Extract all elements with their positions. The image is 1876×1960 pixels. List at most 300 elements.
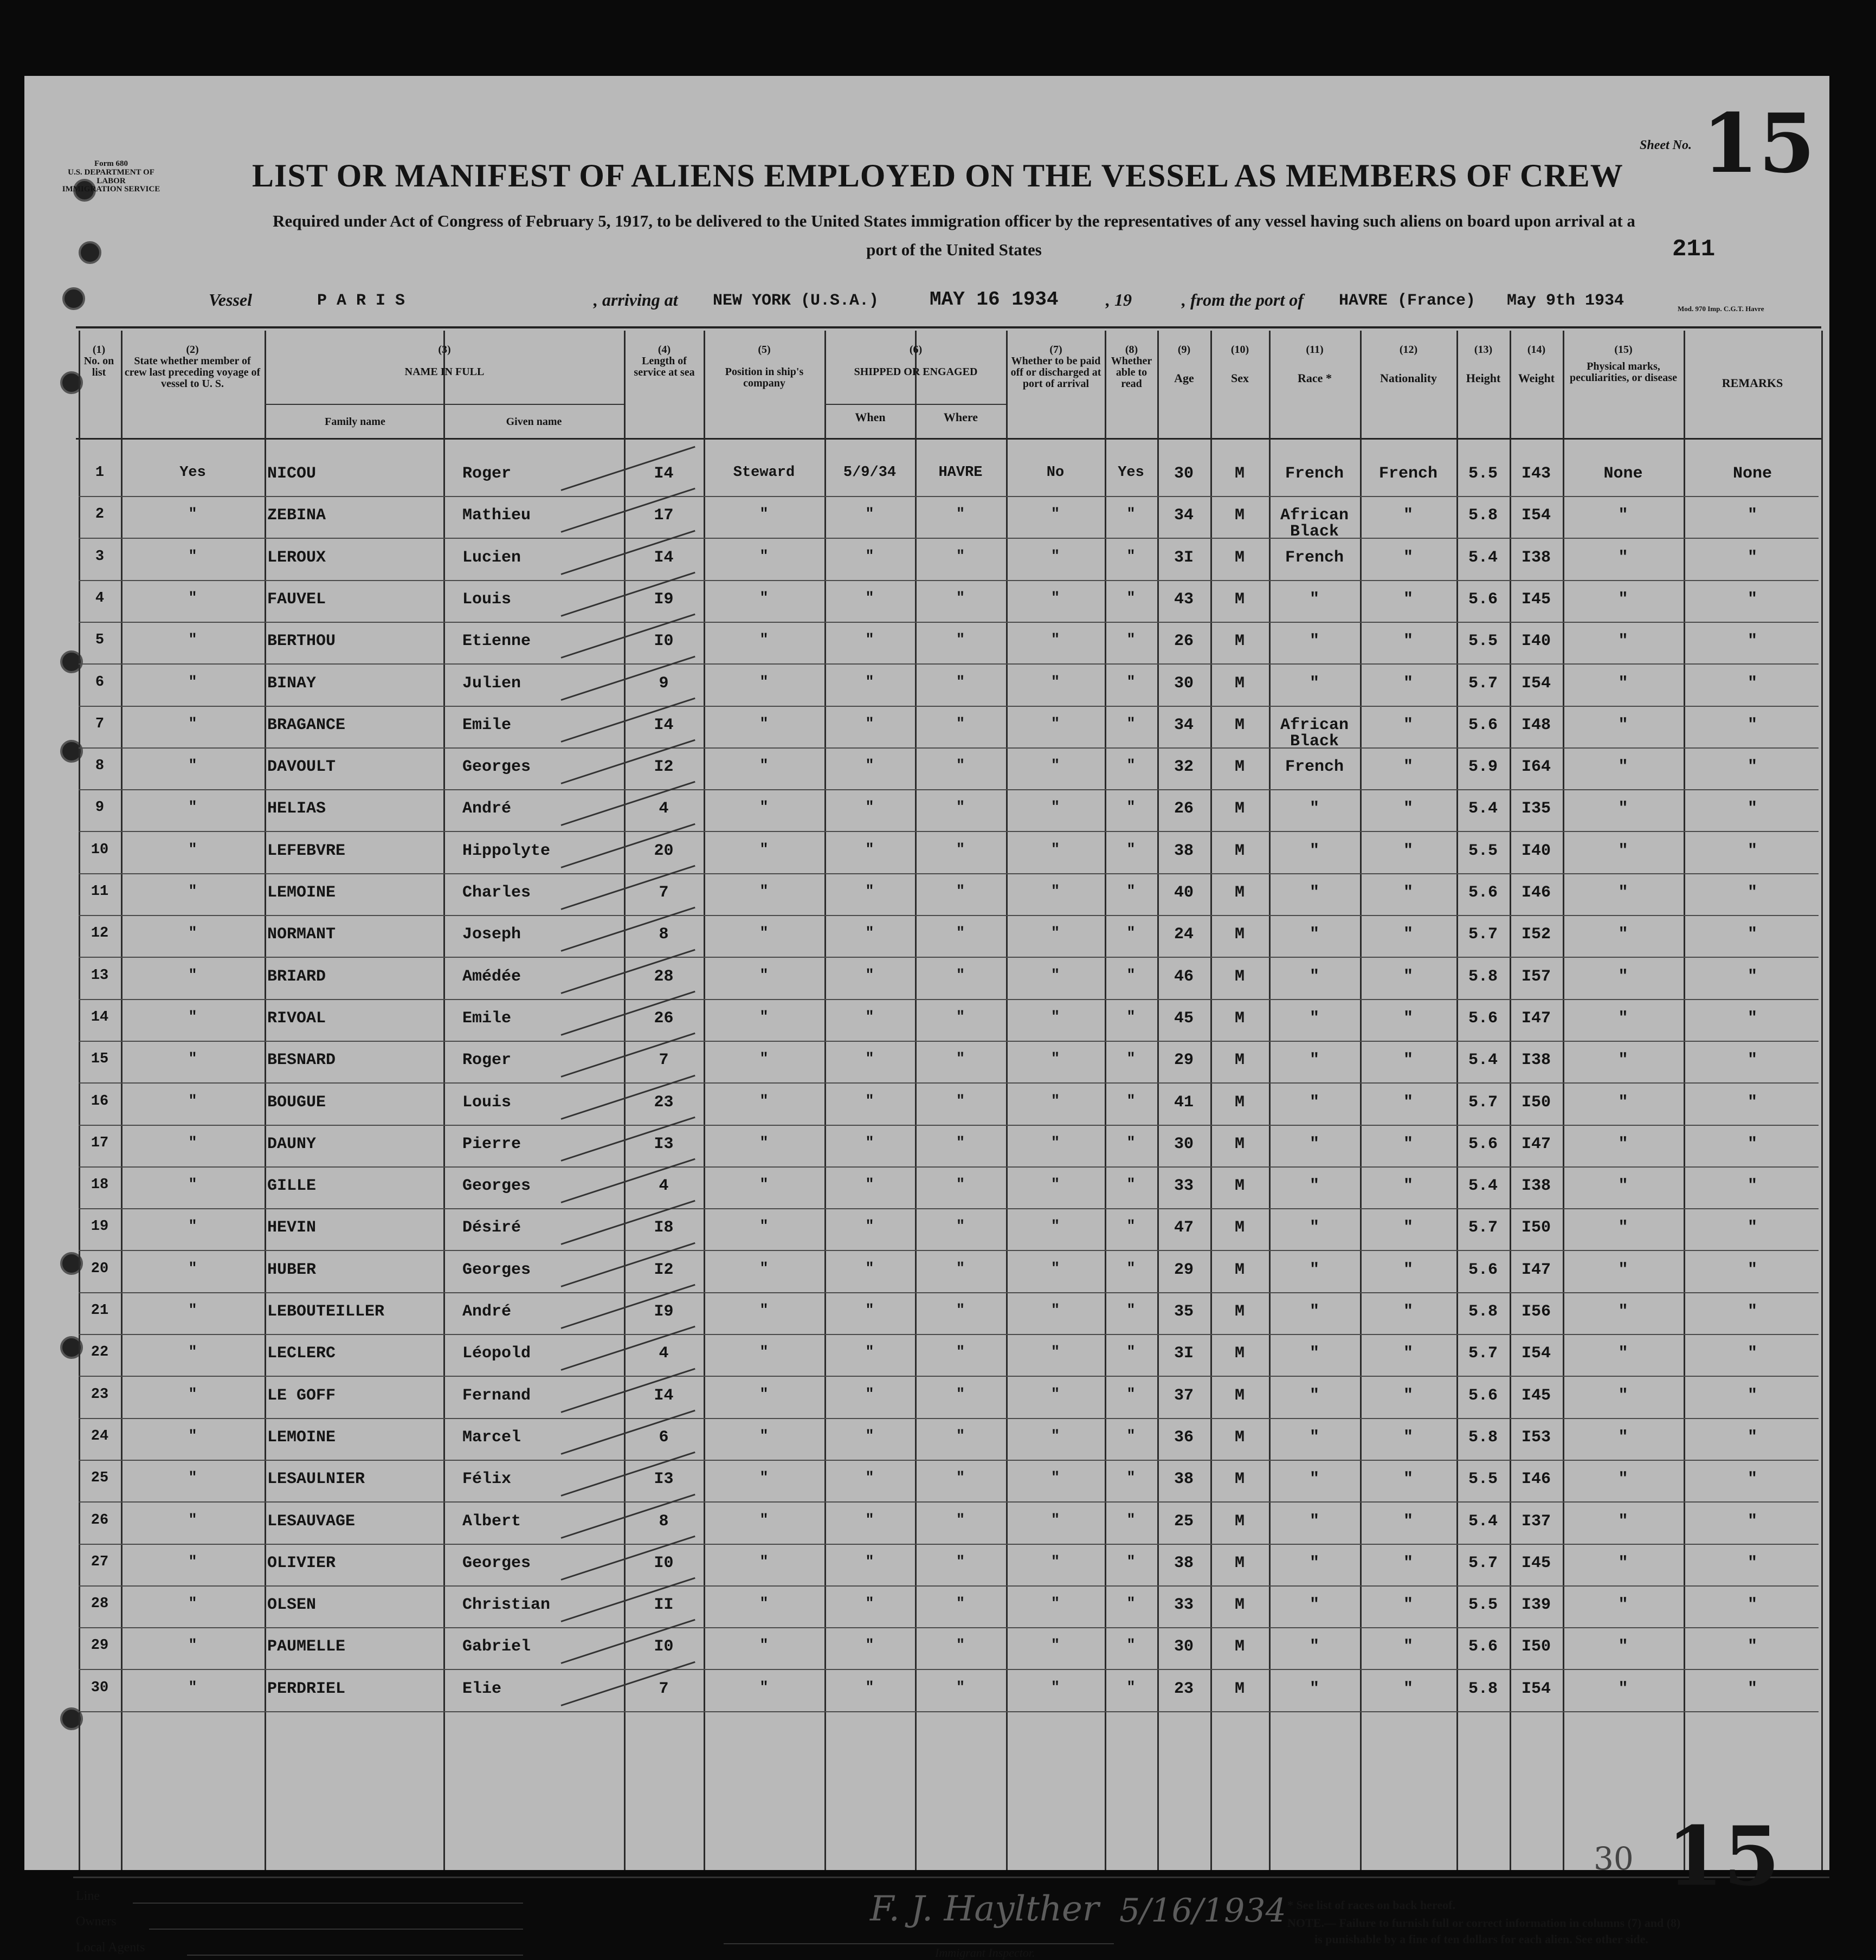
col-shipped-header: (6) SHIPPED OR ENGAGED — [854, 344, 978, 378]
cell-nationality: " — [1403, 1303, 1413, 1321]
cell-given: Félix — [462, 1470, 512, 1489]
cell-state: " — [188, 506, 197, 523]
cell-given: Mathieu — [462, 506, 531, 525]
cell-weight: I45 — [1521, 1553, 1551, 1572]
cell-remarks: " — [1747, 632, 1757, 651]
cell-where: " — [956, 1512, 965, 1529]
cell-sex: M — [1234, 800, 1245, 818]
cell-race: African — [1280, 506, 1349, 525]
row-rule — [79, 1544, 1819, 1545]
cell-age: 38 — [1174, 841, 1194, 860]
cell-nationality: " — [1403, 548, 1413, 567]
cell-weight: I64 — [1521, 758, 1551, 777]
cell-remarks: " — [1747, 1428, 1757, 1447]
cell-remarks: " — [1747, 1344, 1757, 1363]
cell-race: " — [1309, 1470, 1319, 1489]
cell-where: " — [956, 1260, 965, 1277]
cell-position: " — [759, 632, 769, 649]
cell-marks: " — [1618, 1093, 1628, 1112]
cell-race: " — [1309, 1512, 1319, 1531]
cell-weight: I43 — [1521, 465, 1551, 483]
cell-where: " — [956, 800, 965, 816]
cell-paid: " — [1050, 1512, 1060, 1529]
cell-weight: I46 — [1521, 884, 1551, 902]
cell-no: 19 — [91, 1218, 109, 1235]
col-remarks-header: REMARKS — [1722, 376, 1783, 390]
cell-paid: " — [1050, 1051, 1060, 1068]
row-rule — [79, 538, 1819, 539]
subheader-rule — [824, 404, 1006, 405]
cell-length: 4 — [659, 1344, 669, 1363]
cell-nationality: " — [1403, 1428, 1413, 1447]
cell-state: Yes — [179, 465, 206, 481]
cell-length: 4 — [659, 800, 669, 818]
cell-when: " — [865, 967, 874, 984]
cell-nationality: " — [1403, 1051, 1413, 1070]
cell-marks: " — [1618, 1303, 1628, 1321]
cell-remarks: " — [1747, 925, 1757, 944]
cell-sex: M — [1234, 632, 1245, 651]
cell-position: " — [759, 967, 769, 984]
table-top-rule — [76, 326, 1821, 328]
cell-sex: M — [1234, 925, 1245, 944]
cell-given: Albert — [462, 1512, 521, 1531]
row-rule — [79, 622, 1819, 623]
cell-family: GILLE — [267, 1177, 317, 1196]
cell-no: 29 — [91, 1637, 109, 1654]
cell-nationality: " — [1403, 884, 1413, 902]
cell-when: " — [865, 1637, 874, 1654]
cell-when: " — [865, 1553, 874, 1570]
cell-given: Louis — [462, 590, 512, 609]
cell-length: 4 — [659, 1177, 669, 1196]
cell-weight: I47 — [1521, 1009, 1551, 1028]
cell-when: " — [865, 1303, 874, 1319]
cell-remarks: " — [1747, 1553, 1757, 1572]
cell-race: " — [1309, 632, 1319, 651]
cell-race: " — [1309, 925, 1319, 944]
cell-given: Georges — [462, 1177, 531, 1196]
cell-sex: M — [1234, 1344, 1245, 1363]
cell-family: ZEBINA — [267, 506, 326, 525]
cell-given: Gabriel — [462, 1637, 531, 1656]
cell-nationality: " — [1403, 1470, 1413, 1489]
cell-marks: " — [1618, 715, 1628, 734]
cell-state: " — [188, 1134, 197, 1151]
cell-length: 28 — [654, 967, 674, 986]
cell-when: " — [865, 1218, 874, 1235]
cell-read: " — [1126, 1218, 1136, 1235]
cell-given: Etienne — [462, 632, 531, 651]
cell-height: 5.7 — [1468, 1553, 1498, 1572]
row-rule — [79, 1208, 1819, 1209]
cell-age: 45 — [1174, 1009, 1194, 1028]
cell-remarks: " — [1747, 1177, 1757, 1196]
cell-family: BRAGANCE — [267, 715, 346, 734]
cell-when: " — [865, 841, 874, 858]
cell-read: " — [1126, 1260, 1136, 1277]
cell-sex: M — [1234, 465, 1245, 483]
cell-where: " — [956, 715, 965, 732]
cell-marks: " — [1618, 1134, 1628, 1153]
cell-height: 5.7 — [1468, 1093, 1498, 1112]
cell-where: " — [956, 1470, 965, 1487]
cell-marks: " — [1618, 590, 1628, 609]
cell-no: 3 — [95, 548, 105, 565]
cell-age: 32 — [1174, 758, 1194, 777]
cell-sex: M — [1234, 1679, 1245, 1698]
cell-no: 22 — [91, 1344, 109, 1361]
cell-height: 5.7 — [1468, 1344, 1498, 1363]
cell-paid: " — [1050, 590, 1060, 607]
cell-state: " — [188, 1596, 197, 1613]
header-bottom-rule — [76, 438, 1821, 440]
cell-remarks: " — [1747, 506, 1757, 525]
cell-position: " — [759, 1134, 769, 1151]
cell-weight: I39 — [1521, 1596, 1551, 1615]
cell-read: " — [1126, 548, 1136, 565]
cell-state: " — [188, 967, 197, 984]
row-rule — [79, 999, 1819, 1000]
cell-family: BRIARD — [267, 967, 326, 986]
agents-rule — [187, 1955, 523, 1956]
cell-race: " — [1309, 1260, 1319, 1279]
cell-sex: M — [1234, 506, 1245, 525]
manifest-sheet — [24, 76, 1829, 1959]
cell-race-line2: Black — [1290, 732, 1339, 751]
cell-height: 5.6 — [1468, 590, 1498, 609]
subheader-rule — [265, 404, 624, 405]
cell-nationality: " — [1403, 506, 1413, 525]
cell-read: " — [1126, 1637, 1136, 1654]
cell-state: " — [188, 1303, 197, 1319]
row-rule — [79, 1711, 1819, 1712]
departure-date: May 9th 1934 — [1507, 292, 1624, 310]
cell-paid: " — [1050, 1386, 1060, 1403]
cell-position: " — [759, 800, 769, 816]
cell-height: 5.5 — [1468, 841, 1498, 860]
cell-length: 7 — [659, 1679, 669, 1698]
cell-remarks: " — [1747, 715, 1757, 734]
cell-where: " — [956, 1303, 965, 1319]
cell-age: 47 — [1174, 1218, 1194, 1237]
cell-marks: " — [1618, 1470, 1628, 1489]
cell-length: I4 — [654, 715, 674, 734]
cell-where: " — [956, 1134, 965, 1151]
cell-where: " — [956, 925, 965, 942]
row-rule — [79, 915, 1819, 916]
cell-no: 11 — [91, 884, 109, 900]
cell-family: PAUMELLE — [267, 1637, 346, 1656]
cell-weight: I40 — [1521, 632, 1551, 651]
cell-read: " — [1126, 1512, 1136, 1529]
cell-marks: " — [1618, 841, 1628, 860]
cell-state: " — [188, 758, 197, 775]
cell-marks: " — [1618, 800, 1628, 818]
cell-remarks: " — [1747, 590, 1757, 609]
cell-read: " — [1126, 925, 1136, 942]
cell-state: " — [188, 1386, 197, 1403]
cell-when: 5/9/34 — [843, 465, 897, 481]
cell-where: " — [956, 884, 965, 900]
cell-when: " — [865, 1093, 874, 1110]
cell-state: " — [188, 800, 197, 816]
row-rule — [79, 1460, 1819, 1461]
cell-height: 5.8 — [1468, 1428, 1498, 1447]
cell-remarks: " — [1747, 1134, 1757, 1153]
arriving-label: , arriving at — [594, 290, 678, 310]
cell-age: 41 — [1174, 1093, 1194, 1112]
cell-nationality: French — [1378, 465, 1438, 483]
cell-read: " — [1126, 841, 1136, 858]
cell-position: " — [759, 1470, 769, 1487]
cell-paid: " — [1050, 1637, 1060, 1654]
local-agents-label: Local Agents — [76, 1940, 145, 1955]
cell-weight: I54 — [1521, 1679, 1551, 1698]
cell-family: NICOU — [267, 465, 317, 483]
col-marks-header: (15) Physical marks, peculiarities, or disease — [1570, 344, 1677, 384]
cell-height: 5.6 — [1468, 884, 1498, 902]
cell-position: " — [759, 758, 769, 775]
row-rule — [79, 706, 1819, 707]
cell-where: " — [956, 590, 965, 607]
cell-height: 5.6 — [1468, 1009, 1498, 1028]
owners-rule — [149, 1929, 523, 1930]
cell-family: LE GOFF — [267, 1386, 336, 1405]
cell-when: " — [865, 590, 874, 607]
cell-nationality: " — [1403, 1596, 1413, 1615]
col-position-header: (5) Position in ship's company — [725, 344, 804, 389]
cell-weight: I37 — [1521, 1512, 1551, 1531]
cell-paid: " — [1050, 1596, 1060, 1613]
cell-when: " — [865, 1679, 874, 1696]
cell-no: 17 — [91, 1134, 109, 1151]
cell-no: 12 — [91, 925, 109, 942]
cell-position: Steward — [733, 465, 795, 481]
cell-where: " — [956, 1553, 965, 1570]
cell-family: NORMANT — [267, 925, 336, 944]
cell-weight: I38 — [1521, 1051, 1551, 1070]
cell-race: " — [1309, 1386, 1319, 1405]
signature-rule — [724, 1943, 1114, 1944]
cell-paid: " — [1050, 1218, 1060, 1235]
cell-no: 16 — [91, 1093, 109, 1110]
cell-age: 29 — [1174, 1051, 1194, 1070]
cell-family: RIVOAL — [267, 1009, 326, 1028]
sheet-number-stamp: 15 — [1667, 1809, 1780, 1904]
cell-remarks: " — [1747, 1303, 1757, 1321]
cell-state: " — [188, 1009, 197, 1026]
cell-state: " — [188, 841, 197, 858]
cell-where: " — [956, 1386, 965, 1403]
cell-paid: " — [1050, 1303, 1060, 1319]
row-rule — [79, 580, 1819, 581]
cell-marks: " — [1618, 632, 1628, 651]
cell-position: " — [759, 715, 769, 732]
cell-age: 25 — [1174, 1512, 1194, 1531]
cell-no: 2 — [95, 506, 105, 523]
col-nationality-header: (12) Nationality — [1379, 344, 1437, 385]
col-read-header: (8) Whether able to read — [1111, 344, 1152, 390]
cell-length: 9 — [659, 674, 669, 693]
cell-height: 5.8 — [1468, 506, 1498, 525]
cell-race: " — [1309, 1177, 1319, 1196]
cell-length: I2 — [654, 1260, 674, 1279]
from-port: HAVRE (France) — [1339, 292, 1476, 310]
cell-length: 23 — [654, 1093, 674, 1112]
list-number: 211 — [1672, 236, 1716, 263]
cell-remarks: " — [1747, 548, 1757, 567]
cell-given: Georges — [462, 1260, 531, 1279]
from-port-label: , from the port of — [1182, 290, 1304, 310]
cell-marks: " — [1618, 1009, 1628, 1028]
cell-sex: M — [1234, 1218, 1245, 1237]
cell-marks: " — [1618, 1218, 1628, 1237]
cell-state: " — [188, 1512, 197, 1529]
cell-nationality: " — [1403, 1134, 1413, 1153]
cell-paid: " — [1050, 1428, 1060, 1445]
cell-paid: " — [1050, 758, 1060, 775]
cell-where: " — [956, 1596, 965, 1613]
cell-nationality: " — [1403, 925, 1413, 944]
cell-sex: M — [1234, 1303, 1245, 1321]
cell-read: " — [1126, 1386, 1136, 1403]
cell-marks: " — [1618, 674, 1628, 693]
cell-given: Marcel — [462, 1428, 521, 1447]
cell-length: 26 — [654, 1009, 674, 1028]
cell-race: " — [1309, 1428, 1319, 1447]
cell-no: 23 — [91, 1386, 109, 1403]
cell-position: " — [759, 925, 769, 942]
cell-age: 29 — [1174, 1260, 1194, 1279]
cell-where: " — [956, 1218, 965, 1235]
cell-read: " — [1126, 715, 1136, 732]
cell-no: 1 — [95, 465, 105, 481]
signature-date: 5/16/1934 — [1119, 1892, 1286, 1930]
cell-read: " — [1126, 674, 1136, 691]
form-number: Form 680 — [94, 159, 128, 168]
cell-age: 36 — [1174, 1428, 1194, 1447]
cell-family: LEMOINE — [267, 884, 336, 902]
cell-age: 3I — [1174, 1344, 1194, 1363]
cell-read: " — [1126, 1553, 1136, 1570]
cell-race: " — [1309, 1051, 1319, 1070]
cell-family: BOUGUE — [267, 1093, 326, 1112]
cell-remarks: " — [1747, 1051, 1757, 1070]
cell-nationality: " — [1403, 1637, 1413, 1656]
cell-no: 13 — [91, 967, 109, 984]
row-rule — [79, 1669, 1819, 1670]
cell-position: " — [759, 548, 769, 565]
cell-age: 46 — [1174, 967, 1194, 986]
cell-given: Lucien — [462, 548, 521, 567]
cell-race: " — [1309, 1553, 1319, 1572]
cell-age: 35 — [1174, 1303, 1194, 1321]
arrival-date: MAY 16 1934 — [930, 288, 1059, 311]
cell-state: " — [188, 632, 197, 649]
row-rule — [79, 831, 1819, 832]
cell-state: " — [188, 1177, 197, 1194]
cell-given: Julien — [462, 674, 521, 693]
col-length-header: (4) Length of service at sea — [634, 344, 695, 378]
cell-weight: I54 — [1521, 506, 1551, 525]
cell-sex: M — [1234, 1009, 1245, 1028]
cell-nationality: " — [1403, 758, 1413, 777]
cell-marks: " — [1618, 1637, 1628, 1656]
cell-sex: M — [1234, 841, 1245, 860]
cell-weight: I40 — [1521, 841, 1551, 860]
cell-family: HUBER — [267, 1260, 317, 1279]
cell-sex: M — [1234, 548, 1245, 567]
cell-remarks: " — [1747, 1386, 1757, 1405]
cell-where: " — [956, 1428, 965, 1445]
cell-height: 5.5 — [1468, 465, 1498, 483]
cell-read: " — [1126, 1009, 1136, 1026]
cell-state: " — [188, 590, 197, 607]
row-rule — [79, 873, 1819, 874]
cell-remarks: " — [1747, 800, 1757, 818]
cell-family: DAVOULT — [267, 758, 336, 777]
cell-given: Joseph — [462, 925, 521, 944]
cell-when: " — [865, 1512, 874, 1529]
cell-race: " — [1309, 1637, 1319, 1656]
cell-remarks: " — [1747, 1260, 1757, 1279]
cell-where: " — [956, 1679, 965, 1696]
cell-length: I8 — [654, 1218, 674, 1237]
cell-age: 23 — [1174, 1679, 1194, 1698]
cell-where: " — [956, 758, 965, 775]
row-rule — [79, 663, 1819, 665]
cell-position: " — [759, 884, 769, 900]
cell-nationality: " — [1403, 1679, 1413, 1698]
owners-label: Owners — [76, 1914, 117, 1929]
cell-no: 24 — [91, 1428, 109, 1445]
cell-position: " — [759, 1344, 769, 1361]
cell-when: " — [865, 1344, 874, 1361]
cell-marks: " — [1618, 1596, 1628, 1615]
cell-nationality: " — [1403, 1260, 1413, 1279]
arriving-port: NEW YORK (U.S.A.) — [713, 292, 879, 310]
cell-paid: " — [1050, 632, 1060, 649]
cell-no: 28 — [91, 1596, 109, 1613]
cell-read: " — [1126, 758, 1136, 775]
cell-length: 8 — [659, 1512, 669, 1531]
cell-read: " — [1126, 590, 1136, 607]
cell-weight: I47 — [1521, 1134, 1551, 1153]
cell-when: " — [865, 758, 874, 775]
cell-paid: " — [1050, 800, 1060, 816]
cell-height: 5.4 — [1468, 1051, 1498, 1070]
crew-count: 30 — [1594, 1840, 1634, 1877]
cell-position: " — [759, 1260, 769, 1277]
cell-length: I3 — [654, 1134, 674, 1153]
cell-sex: M — [1234, 758, 1245, 777]
col-paid-header: (7) Whether to be paid off or discharged at port of arrival — [1010, 344, 1101, 390]
cell-nationality: " — [1403, 967, 1413, 986]
cell-marks: " — [1618, 506, 1628, 525]
cell-remarks: " — [1747, 841, 1757, 860]
cell-race: French — [1285, 758, 1344, 777]
cell-height: 5.7 — [1468, 925, 1498, 944]
row-rule — [79, 1501, 1819, 1503]
cell-age: 38 — [1174, 1470, 1194, 1489]
cell-sex: M — [1234, 1512, 1245, 1531]
cell-age: 34 — [1174, 506, 1194, 525]
cell-remarks: " — [1747, 1009, 1757, 1028]
cell-given: Roger — [462, 1051, 512, 1070]
cell-weight: I38 — [1521, 548, 1551, 567]
cell-where: " — [956, 841, 965, 858]
